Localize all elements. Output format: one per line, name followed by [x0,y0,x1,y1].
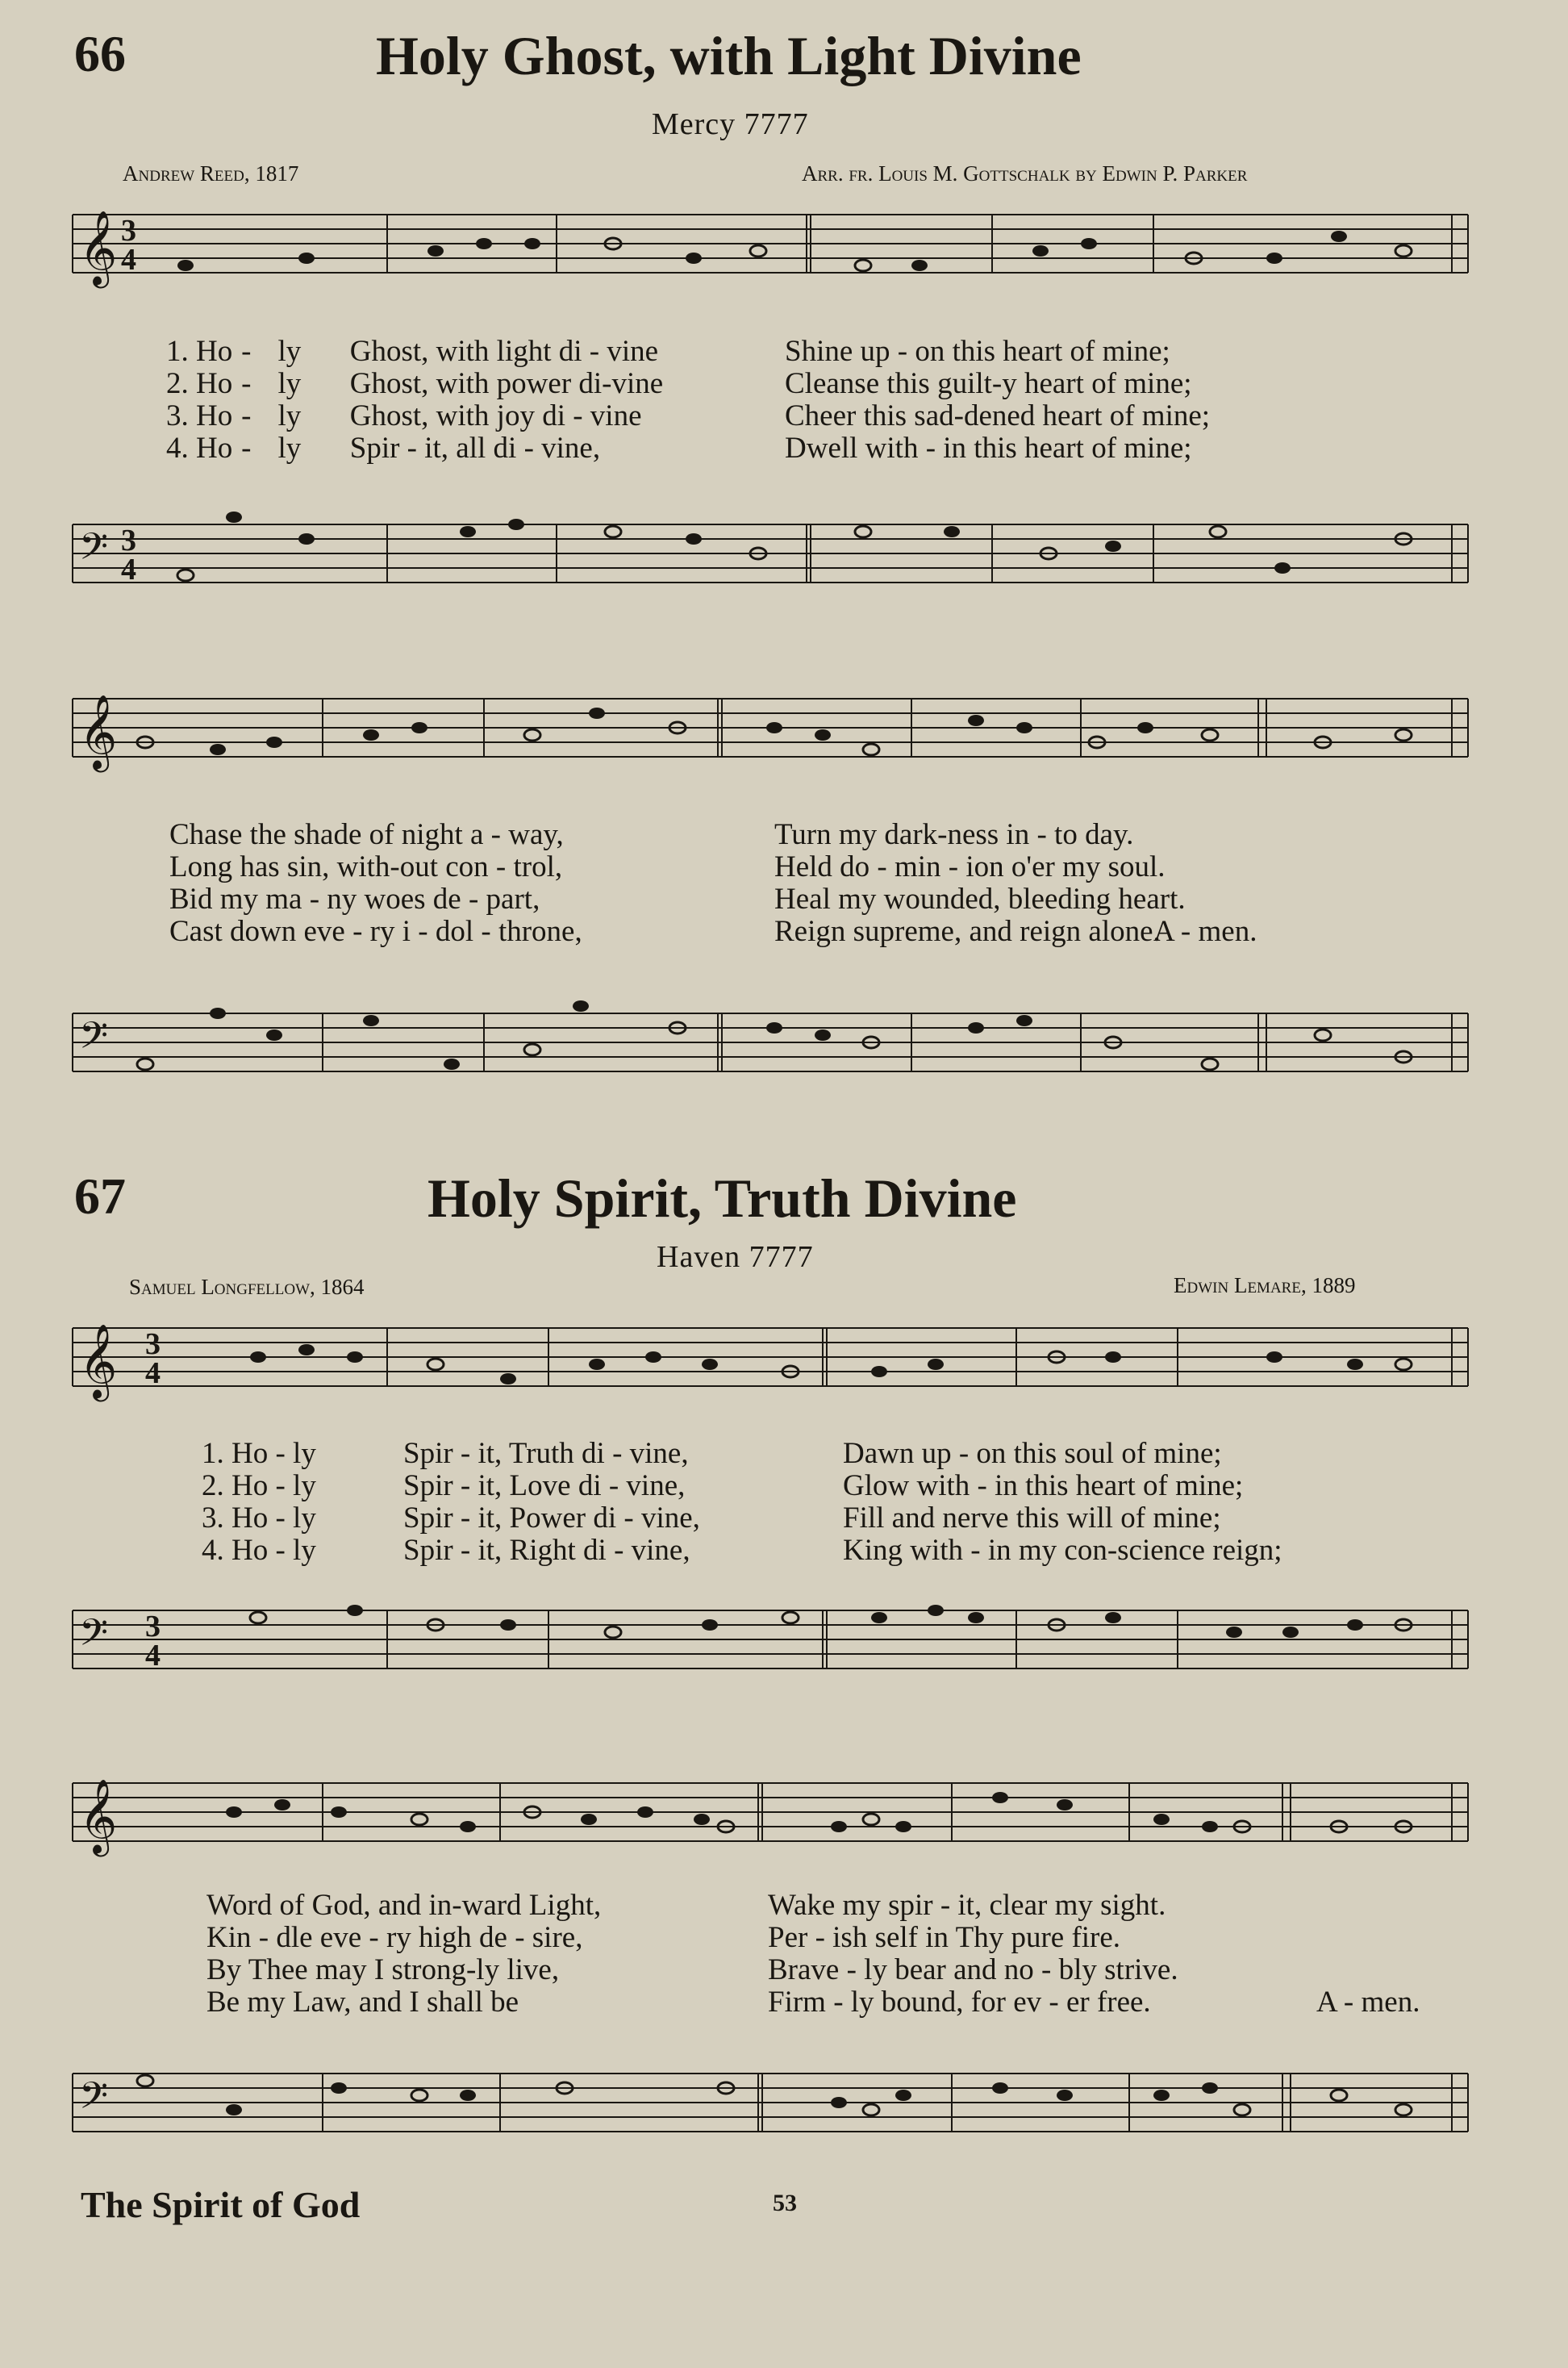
treble-staff [65,674,1484,779]
svg-text:𝄢: 𝄢 [79,1014,109,1067]
svg-text:𝄞: 𝄞 [79,210,118,285]
svg-text:𝄞: 𝄞 [79,694,118,769]
verse-lines-67b [206,1890,1420,2019]
verse-lines-66a [166,336,1210,465]
verse-line: Bid my ma - ny woes de - part, Heal my wounded, bleeding heart. [169,883,1186,916]
arranger-credit: Arr. fr. Louis M. Gottschalk by Edwin P. Parker [802,161,1248,186]
verse-line: Word of God, and in-ward Light, Wake my spir - it, clear my sight. [206,1889,1166,1922]
treble-staff [65,1304,1484,1409]
svg-text:3: 3 [145,1610,161,1643]
verse-line: Be my Law, and I shall be Firm - ly bound, for ev - er free. A - men. [206,1986,1420,2019]
treble-staff [65,1759,1484,1864]
verse-line: 1. Ho - ly Ghost, with light di - vine Shine up - on this heart of mine; [166,335,1170,368]
bass-staff [65,2049,1484,2154]
bass-staff [65,1586,1484,1691]
bass-staff [65,989,1484,1094]
verse-line: Cast down eve - ry i - dol - throne, Reign supreme, and reign alone.A - men. [169,915,1257,948]
tune-name: Haven 7777 [657,1240,814,1274]
verse-line: 4. Ho - ly Spir - it, all di - vine, Dwell with - in this heart of mine; [166,432,1192,465]
treble-staff [65,190,1484,295]
verse-line: Kin - dle eve - ry high de - sire, Per - ish self in Thy pure fire. [206,1921,1121,1954]
svg-text:3: 3 [145,1327,161,1361]
hymn-title: Holy Ghost, with Light Divine [376,25,1082,86]
verse-line: 3. Ho - ly Ghost, with joy di - vine Cheer this sad-dened heart of mine; [166,399,1211,432]
verse-lines-67a [202,1438,1282,1567]
page-number: 53 [773,2190,797,2216]
author-credit: Samuel Longfellow, 1864 [129,1275,365,1299]
svg-text:3: 3 [121,524,136,558]
svg-text:𝄢: 𝄢 [79,2074,109,2127]
verse-line: Chase the shade of night a - way, Turn my dark-ness in - to day. [169,818,1134,851]
amen: A - men. [1316,1986,1420,2019]
svg-text:4: 4 [145,1639,161,1673]
svg-text:𝄢: 𝄢 [79,525,109,578]
svg-text:4: 4 [145,1356,161,1390]
composer-credit: Edwin Lemare, 1889 [1174,1273,1356,1297]
section-title: The Spirit of God [81,2184,361,2225]
svg-text:3: 3 [121,214,136,248]
verse-line: 4. Ho - ly Spir - it, Right di - vine, King with - in my con-science reign; [202,1534,1282,1567]
amen: A - men. [1153,915,1257,948]
svg-text:4: 4 [121,553,136,587]
svg-text:𝄞: 𝄞 [79,1323,118,1398]
verse-line: 3. Ho - ly Spir - it, Power di - vine, Fill and nerve this will of mine; [202,1501,1221,1535]
verse-line: By Thee may I strong-ly live, Brave - ly bear and no - bly strive. [206,1953,1178,1986]
verse-line: 1. Ho - ly Spir - it, Truth di - vine, Dawn up - on this soul of mine; [202,1437,1222,1470]
verse-line: 2. Ho - ly Ghost, with power di-vine Cleanse this guilt-y heart of mine; [166,367,1192,400]
bass-staff [65,484,1484,589]
verse-line: 2. Ho - ly Spir - it, Love di - vine, Glow with - in this heart of mine; [202,1469,1244,1502]
hymn-number: 67 [74,1167,126,1225]
hymn-number: 66 [74,25,126,82]
verse-lines-66b [169,819,1257,948]
hymn-title: Holy Spirit, Truth Divine [427,1167,1017,1229]
svg-text:4: 4 [121,243,136,277]
svg-text:𝄢: 𝄢 [79,1611,109,1664]
svg-text:𝄞: 𝄞 [79,1778,118,1853]
tune-name: Mercy 7777 [652,107,809,141]
verse-line: Long has sin, with-out con - trol, Held do - min - ion o'er my soul. [169,850,1166,883]
author-credit: Andrew Reed, 1817 [123,161,299,186]
